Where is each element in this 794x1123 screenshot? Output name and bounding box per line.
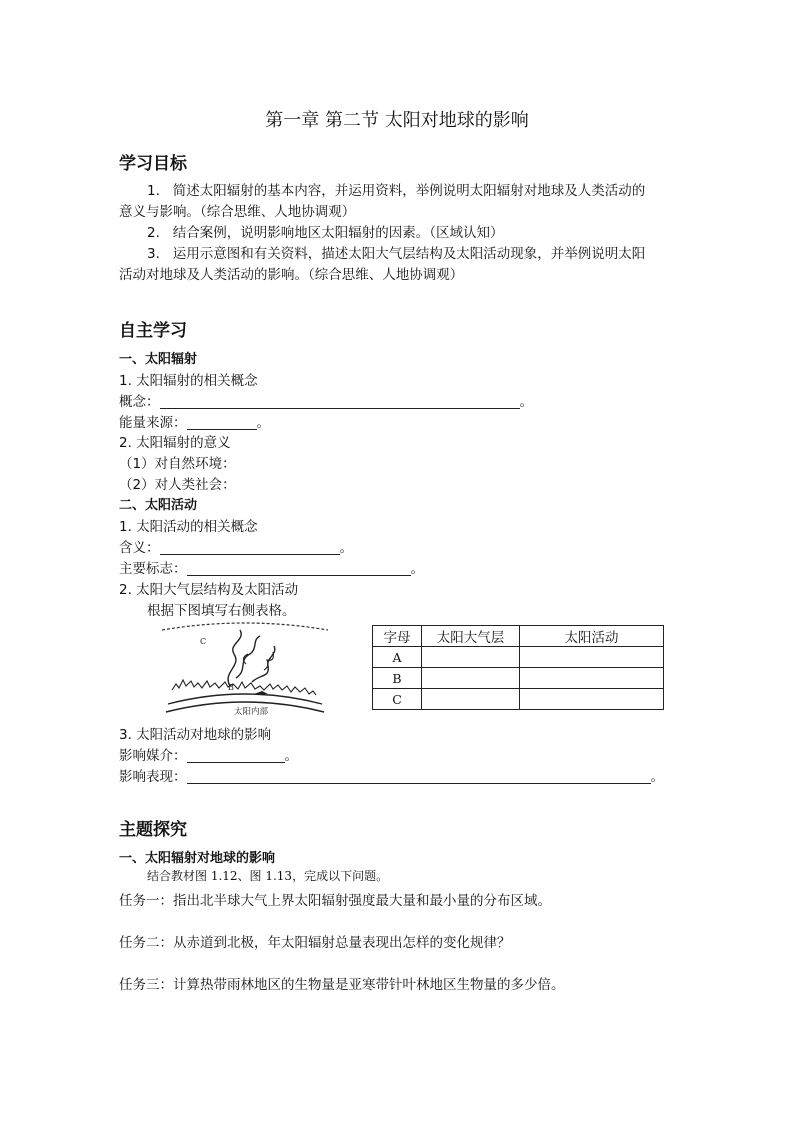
sign-label: 主要标志： [119,561,187,577]
goal-text: 结合案例，说明影响地区太阳辐射的因素。（区域认知） [172,225,504,241]
sunspot-icon [254,691,268,694]
row-letter: B [373,668,422,689]
self-study-heading: 自主学习 [119,321,187,341]
medium-blank[interactable] [187,747,285,763]
row-letter: A [373,647,422,668]
row-letter: C [373,689,422,710]
period: 。 [650,769,664,785]
section-radiation-effects: 一、太阳辐射对地球的影响 [119,851,276,866]
table-header: 字母 [373,626,422,647]
sign-row [119,557,424,577]
goal-text: 简述太阳辐射的基本内容，并运用资料，举例说明太阳辐射对地球及人类活动的 [172,183,646,199]
nature-line: （1）对自然环境： [119,456,236,472]
sun-atmosphere-diagram [160,620,330,720]
table-row [373,647,664,668]
period: 。 [519,394,533,410]
table-header: 太阳活动 [520,626,664,647]
goal-text: 运用示意图和有关资料，描述太阳大气层结构及太阳活动现象，并举例说明太阳 [172,246,646,262]
energy-blank[interactable] [187,414,257,430]
meaning-row [119,536,353,556]
explore-heading: 主题探究 [119,820,187,840]
answer-cell[interactable] [520,647,664,668]
item-atmosphere-structure: 2. 太阳大气层结构及太阳活动 [119,582,299,598]
section-solar-activity: 二、太阳活动 [119,498,198,513]
answer-cell[interactable] [520,668,664,689]
table-header-row [373,626,664,647]
intro-text: 结合教材图 1.12、图 1.13，完成以下问题。 [147,869,389,883]
corona-boundary [162,623,328,630]
answer-cell[interactable] [422,647,520,668]
meaning-label: 含义： [119,540,160,556]
period: 。 [284,748,298,764]
period: 。 [410,561,424,577]
item-activity-concepts: 1. 太阳活动的相关概念 [119,519,258,535]
answer-cell[interactable] [422,689,520,710]
table-header: 太阳大气层 [422,626,520,647]
goal-item-3 [119,244,679,286]
table-row [373,668,664,689]
page-title: 第一章 第二节 太阳对地球的影响 [265,110,529,131]
energy-label: 能量来源： [119,415,187,431]
concept-label: 概念： [119,394,160,410]
item-activity-effects: 3. 太阳活动对地球的影响 [119,727,272,743]
medium-label: 影响媒介： [119,748,187,764]
goal-number: 2. [147,225,160,241]
meaning-blank[interactable] [160,539,340,555]
task-two: 任务二：从赤道到北极，年太阳辐射总量表现出怎样的变化规律？ [119,935,511,951]
task-three: 任务三：计算热带雨林地区的生物量是亚寒带针叶林地区生物量的多少倍。 [119,977,565,993]
item-radiation-concepts: 1. 太阳辐射的相关概念 [119,373,258,389]
prominence-icon [228,630,275,686]
sign-blank[interactable] [187,560,411,576]
goal-text-cont: 意义与影响。（综合思维、人地协调观） [119,204,356,220]
effect-row [119,765,664,785]
atmosphere-activity-table [372,625,664,710]
label-c: C [200,637,207,646]
effect-blank[interactable] [187,768,651,784]
concept-blank[interactable] [160,393,520,409]
medium-row [119,744,298,764]
goal-number: 3. [147,246,160,262]
label-b: B [228,683,234,692]
period: 。 [339,540,353,556]
effect-label: 影响表现： [119,769,187,785]
goal-item-1 [119,181,679,223]
label-interior: 太阳内部 [234,707,269,717]
goals-heading: 学习目标 [119,154,187,174]
answer-cell[interactable] [422,668,520,689]
item-radiation-meaning: 2. 太阳辐射的意义 [119,435,231,451]
section-solar-radiation: 一、太阳辐射 [119,352,198,367]
period: 。 [256,415,270,431]
goal-text-cont: 活动对地球及人类活动的影响。（综合思维、人地协调观） [119,267,464,283]
goal-number: 1. [147,183,160,199]
concept-row [119,390,533,410]
energy-row [119,411,270,431]
goal-item-2 [119,223,679,244]
instruction-text: 根据下图填写右侧表格。 [147,603,296,619]
task-one: 任务一：指出北半球大气上界太阳辐射强度最大量和最小量的分布区域。 [119,893,551,909]
table-row [373,689,664,710]
answer-cell[interactable] [520,689,664,710]
society-line: （2）对人类社会： [119,477,236,493]
chromosphere-edge [172,680,316,695]
